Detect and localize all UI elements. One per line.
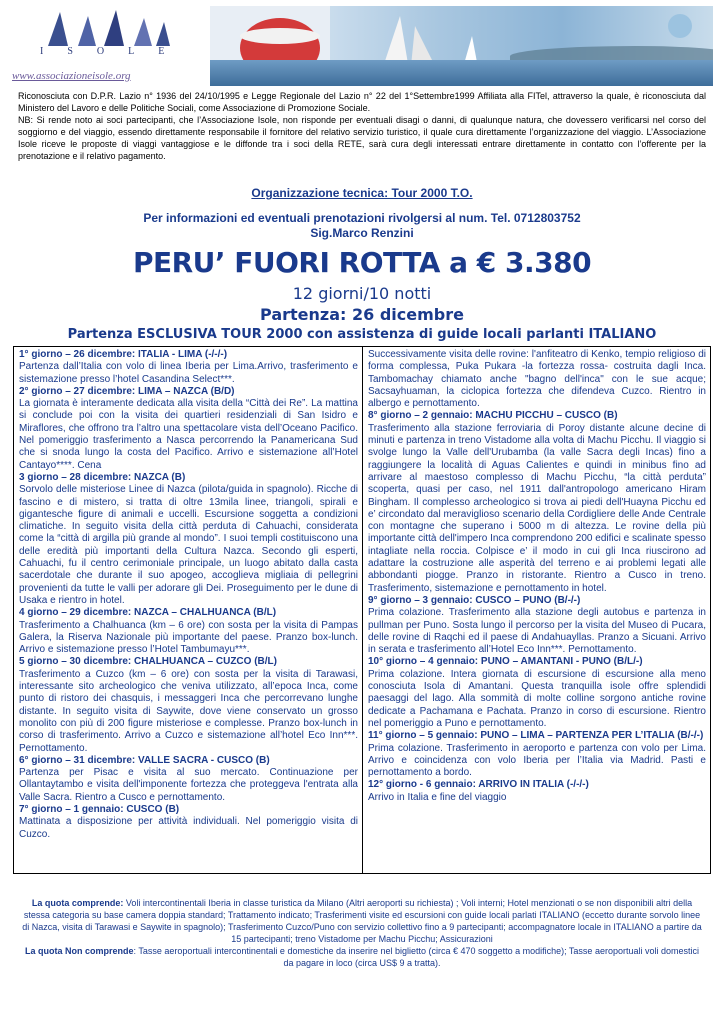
header-banner [10,6,713,86]
sea-strip [210,60,713,86]
excludes-label: La quota Non comprende [25,946,134,956]
itinerary-day-heading: 7° giorno – 1 gennaio: CUSCO (B) [19,803,180,815]
itinerary-day-text: Partenza per Pisac e visita al suo mercato. Continuazione per Ollantaytambo e visita dell'imponente fortezza che proteggeva l'entrata alla Valle Sacra. Rientro a Cusco e pernottamento. [19,767,358,803]
itinerary-day [19,349,358,386]
sailing-photo-collage [210,6,713,86]
itinerary-day-heading: 1° giorno – 26 dicembre: ITALIA - LIMA (-/-/-) [19,349,228,360]
itinerary-day-heading: 8° giorno – 2 gennaio: MACHU PICCHU – CUSCO (B) [368,410,618,422]
itinerary-day-text: Prima colazione. Trasferimento in aeroporto e partenza con volo per Lima. Arrivo e coincidenza con volo Iberia per l’Italia via Madrid. Pasti e pernottamento a bordo. [368,742,706,779]
itinerary-day-text: Prima colazione. Trasferimento alla stazione degli autobus e partenza in pullman per Puno. Sosta lungo il percorso per la visita del Museo di Pucara, delle rovine di Raqchi ed il paese di Andahuayllas. Pranzo a Sicuani. Arrivo in serata e trasferimento all’Hotel Eco Inn***. Pernottamento. [368,607,706,656]
itinerary-day-text: Trasferimento a Chalhuanca (km – 6 ore) con sosta per la visita di Pampas Galera, la Riserva Nazionale più importante del paese. Pranzo box-lunch. Arrivo e sistemazione presso l’Hotel Tambumayu***. [19,619,358,656]
itinerary-day [368,349,706,410]
itinerary-day-heading: 4 giorno – 29 dicembre: NAZCA – CHALHUANCA (B/L) [19,607,277,619]
itinerary-day-heading: 3 giorno – 28 dicembre: NAZCA (B) [19,471,186,483]
itinerary-day [368,656,706,730]
itinerary-day-heading: 5 giorno – 30 dicembre: CHALHUANCA – CUZCO (B/L) [19,656,277,668]
itinerary-day [19,386,358,472]
price-conditions [20,897,704,969]
itinerary-day-text: Partenza dall’Italia con volo di linea Iberia per Lima.Arrivo, trasferimento e sistemazione presso l’hotel Casandina Select***. [19,361,358,385]
itinerary-day-text: Prima colazione. Intera giornata di escursione di escursione alla meno conosciuta Isola di Amantani. Questa tranquilla isole offre splendidi paesaggi del lago. Alla sommità di molte colline sorgono antiche rovine dedicate a Pachamana e Pachata. Pranzo in corso di escursione. Rientro nel pomeriggio a Puno e pernottamento. [368,668,706,729]
excludes-paragraph [20,945,704,969]
itinerary-day [368,595,706,656]
itinerary-day-text: Trasferimento alla stazione ferroviaria di Poroy distante alcune decine di minuti e partenza in treno Vistadome alla volta di Machu Picchu. Il viaggio si svolge lungo la Valle dell'Urubamba (la valle Sacra degli Incas) fino a raggiungere la località di Aguas Calientes e quindi in minibus fino ad arrivare al maestoso complesso di Machu Picchu, “la città perduta” scoperta, quasi per caso, nel 1911 dall'antropologo americano Hiram Bingham. Il complesso archeologico si trova ai piedi dell'Huayna Picchu ed e’ circondato dal meraviglioso scenario della Cordigliere delle Ande Centrale con montagne che superano i 5000 m di altezza. Le rovine della più importante città dell'impero Inca comprendono 200 edifici e scalinate spesso intagliate nella roccia. Colpisce e’ il modo in cui gli Inca riuscirono ad adattare la costruzione alle asperità del terreno e ai problemi legati alle abbondanti piogge. Pranzo in ristorante. Rientro a Cusco in treno. Trasferimento, sistemazione e pernottamento in hotel. [368,422,706,594]
association-logo [10,6,210,86]
itinerary-day-heading: 11° giorno – 5 gennaio: PUNO – LIMA – PARTENZA PER L’ITALIA (B/-/-) [368,730,704,742]
itinerary-left-column [14,347,362,873]
contact-phone-line: Per informazioni ed eventuali prenotazioni rivolgersi al num. Tel. 0712803752 [143,211,581,225]
includes-label: La quota comprende: [31,898,124,908]
itinerary-day-text: Mattinata a disposizione per attività individuali. Nel pomeriggio visita di Cuzco. [19,816,358,840]
itinerary-day-heading: 9° giorno – 3 gennaio: CUSCO – PUNO (B/-/-) [368,594,581,606]
itinerary-day [19,656,358,754]
recognition-text: Riconosciuta con D.P.R. Lazio n° 1936 del 24/10/1995 e Legge Regionale del Lazio n° 22 del 1°Settembre1999 Affiliata alla FITel, attraverso la quale, è riconosciuta dal Ministero del Lavoro e delle Politiche Sociali, come Associazione di Promozione Sociale. [18,91,706,113]
contact-info [0,211,724,241]
includes-text: Voli intercontinentali Iberia in classe turistica da Milano (Altri aeroporti su richiesta) ; Voli interni; Hotel menzionati o se non disponibili altri della stessa categoria su base camera doppia standard; Trattamento indicato; Trasferimenti visite ed escursioni con guide locali parlati ITALIANO (eccetto durante sorvolo linee di Nazca, visita di Tarawasi e Saywite in spagnolo); Trasferimento Cuzco/Puno con servizio collettivo fino a 9 partecipanti; accompagnatore locale in ITALIANO a partire da 15 partecipanti; treno Vistadome per Machu Picchu; Assicurazioni [22,898,702,944]
sails-logo-icon [38,8,178,48]
contact-person: Sig.Marco Renzini [310,226,414,240]
itinerary-day-text: La giornata è interamente dedicata alla visita della “Città dei Re”. La mattina si conclude poi con la visita dei quartieri residenziali di San Isidro e Miraflores, che offrono tra l’altro una spettacolare vista dell’Oceano Pacifico. Nel pomeriggio trasferimento a Nasca percorrendo la Panamericana Sud che si snoda lungo la costa del Pacifico. Arrivo e sistemazione all’Hotel Cantayo****. Cena [19,398,358,471]
itinerary-day-text: Successivamente visita delle rovine: l'anfiteatro di Kenko, tempio religioso di forma complessa, Puka Pukara -la fortezza rossa- costruita dagli Inca. Tambomachay chiamato anche "bagno dell'inca" con le sue acque; Sacsayhuaman, la ciclopica fortezza che difendeva Cuzco. Rientro in albergo e pernottamento. [368,349,706,410]
itinerary-day [19,607,358,656]
itinerary-day-heading: 2° giorno – 27 dicembre: LIMA – NAZCA (B/D) [19,385,235,397]
itinerary-day-text: Arrivo in Italia e fine del viaggio [368,791,507,803]
itinerary-day [368,410,706,594]
exclusive-note: Partenza ESCLUSIVA TOUR 2000 con assistenza di guide locali parlanti ITALIANO [67,327,657,342]
includes-paragraph [20,897,704,945]
itinerary-day-heading: 10° giorno – 4 gennaio: PUNO – AMANTANI - PUNO (B/L/-) [368,656,643,668]
itinerary-day [19,804,358,841]
excludes-text: : Tasse aeroportuali intercontinentali e domestiche da inserire nel biglietto (circa € 470 soggetto a modifiche); Tasse aeroportuali voli domestici da pagare in loco (circa US$ 9 a tratta). [133,946,699,968]
disclaimer-text: NB: Si rende noto ai soci partecipanti, che l’Associazione Isole, non risponde per eventuali disagi o danni, di qualunque natura, che dovessero verificarsi nel corso del soggiorno e del viaggio, essendo direttamente responsabile il fornitore del relativo servizio turistico, il quale cura direttamente l’organizzazione del viaggio. L’Associazione Isole riceve le proposte di viaggi vantaggiose e le diffonde tra i soci della RETE, sarà cura degli interessati entrare direttamente in contatto con l’offerente per la prenotazione e il relativo pagamento. [18,115,706,161]
departure-date: Partenza: 26 dicembre [260,305,464,324]
itinerary-day-heading: 6° giorno – 31 dicembre: VALLE SACRA - CUSCO (B) [19,754,270,766]
logo-wordmark: ISOLE [40,46,189,57]
itinerary-day [19,472,358,607]
organizer-line: Organizzazione tecnica: Tour 2000 T.O. [251,186,473,200]
itinerary-day [368,779,706,804]
page-title: PERU’ FUORI ROTTA a € 3.380 [132,246,592,279]
itinerary-right-column [362,347,710,873]
itinerary-day [368,730,706,779]
itinerary-day-text: Trasferimento a Cuzco (km – 6 ore) con sosta per la visita di Tarawasi, interessante sito archeologico che veniva utilizzato, all’epoca Inca, come punto di ristoro dei chasquis, i messaggeri Inca che percorrevano lunghe distante. In seguito visita di Saywite, dove viene conservato un grosso monolito con più di 200 figure misteriose e complesse. Pranzo box-lunch in corso di trasferimento. Arrivo a Cuzco e sistemazione all’hotel Eco Inn***. Pernottamento. [19,668,358,754]
itinerary-day [19,755,358,804]
intro-notice [18,90,706,162]
itinerary-day-text: Sorvolo delle misteriose Linee di Nazca (pilota/guida in spagnolo). Ricche di fascino e di mistero, si tratta di oltre 13mila linee, triangoli, spirali e gigantesche figure di animali e uccelli. Escursione soggetta a condizioni climatiche. In seguito visita della città perduta di Cahuachi, considerata come la “città di argilla più grande al mondo”. I suoi templi costituiscono una delle eredità più importanti della Cultura Nazca. Secondo gli esperti, Cahuachi, fu il centro cerimoniale principale, un luogo abitato dalla casta sacerdotale che durante il suo apogeo, accoglieva migliaia di pellegrini provenienti da tutte le valli per adorare gli Dei. Proseguimento per le dune di Usaka e rientro in hotel. [19,484,358,606]
itinerary-table [13,346,711,874]
duration-subtitle: 12 giorni/10 notti [292,284,432,303]
itinerary-day-heading: 12° giorno - 6 gennaio: ARRIVO IN ITALIA (-/-/-) [368,779,589,791]
website-link[interactable]: www.associazioneisole.org [12,70,131,82]
